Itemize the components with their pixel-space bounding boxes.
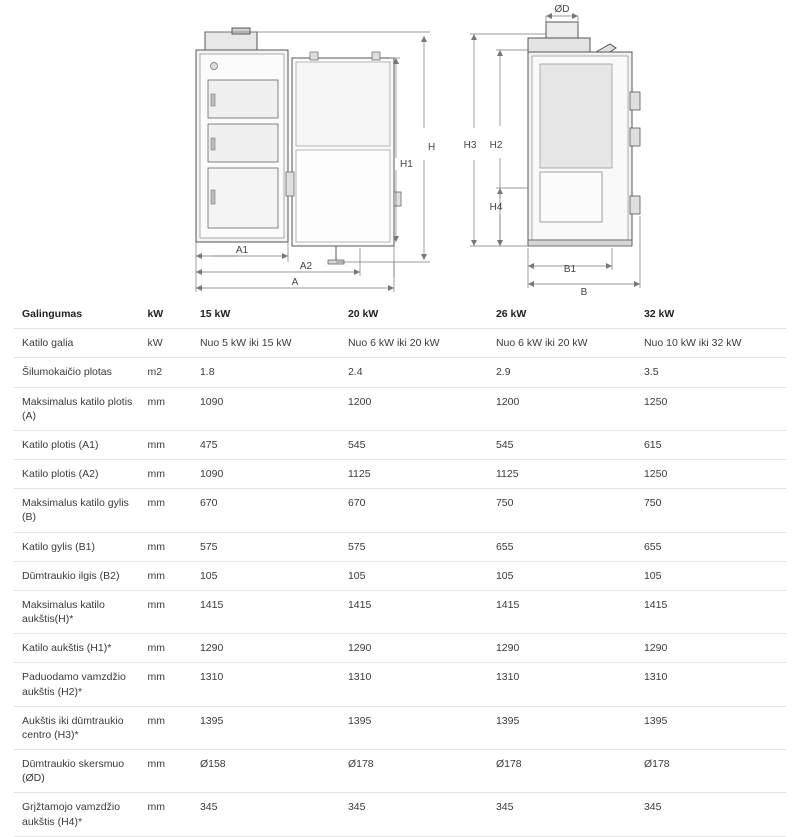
- row-value-32kw: 1415: [638, 590, 786, 633]
- row-value-26kw: 345: [490, 793, 638, 836]
- row-value-20kw: Nuo 6 kW iki 20 kW: [342, 329, 490, 358]
- row-value-15kw: Nuo 5 kW iki 15 kW: [194, 329, 342, 358]
- row-value-15kw: 1415: [194, 590, 342, 633]
- row-value-20kw: 1310: [342, 663, 490, 706]
- row-value-32kw: 345: [638, 793, 786, 836]
- header-cell-unit: kW: [141, 300, 194, 329]
- table-header-row: [14, 300, 786, 329]
- table-row: [14, 634, 786, 663]
- svg-text:H1: H1: [400, 159, 413, 170]
- row-value-26kw: 1395: [490, 706, 638, 749]
- table-row: [14, 532, 786, 561]
- row-label: Katilo galia: [14, 329, 141, 358]
- header-cell-20kw: 20 kW: [342, 300, 490, 329]
- row-value-32kw: 615: [638, 430, 786, 459]
- row-unit: mm: [141, 489, 194, 532]
- row-value-32kw: 3.5: [638, 358, 786, 387]
- row-value-26kw: 1125: [490, 460, 638, 489]
- row-unit: mm: [141, 460, 194, 489]
- row-value-32kw: Nuo 10 kW iki 32 kW: [638, 329, 786, 358]
- svg-text:B1: B1: [563, 264, 577, 275]
- row-value-26kw: 1290: [490, 634, 638, 663]
- row-value-15kw: 1090: [194, 387, 342, 430]
- row-value-15kw: 345: [194, 793, 342, 836]
- table-body: [14, 300, 786, 836]
- row-value-20kw: 105: [342, 561, 490, 590]
- row-value-32kw: 655: [638, 532, 786, 561]
- row-value-20kw: 345: [342, 793, 490, 836]
- row-label: Maksimalus katilo plotis (A): [14, 387, 141, 430]
- technical-drawing: [0, 0, 800, 300]
- row-value-32kw: 750: [638, 489, 786, 532]
- row-label: Katilo plotis (A2): [14, 460, 141, 489]
- row-unit: mm: [141, 590, 194, 633]
- row-value-32kw: 1250: [638, 460, 786, 489]
- row-value-26kw: Nuo 6 kW iki 20 kW: [490, 329, 638, 358]
- row-value-15kw: 1395: [194, 706, 342, 749]
- row-value-20kw: 1395: [342, 706, 490, 749]
- row-label: Katilo aukštis (H1)*: [14, 634, 141, 663]
- row-label: Dūmtraukio skersmuo (ØD): [14, 750, 141, 793]
- row-value-15kw: 1310: [194, 663, 342, 706]
- table-row: [14, 489, 786, 532]
- header-cell-32kw: 32 kW: [638, 300, 786, 329]
- row-value-26kw: 105: [490, 561, 638, 590]
- row-label: Dūmtraukio ilgis (B2): [14, 561, 141, 590]
- row-value-20kw: 575: [342, 532, 490, 561]
- row-unit: mm: [141, 750, 194, 793]
- row-unit: mm: [141, 561, 194, 590]
- svg-text:H: H: [428, 142, 436, 153]
- row-value-20kw: 1290: [342, 634, 490, 663]
- row-value-20kw: 1200: [342, 387, 490, 430]
- row-value-15kw: 475: [194, 430, 342, 459]
- table-row: [14, 387, 786, 430]
- header-cell-15kw: 15 kW: [194, 300, 342, 329]
- row-unit: mm: [141, 430, 194, 459]
- row-unit: mm: [141, 706, 194, 749]
- row-unit: kW: [141, 329, 194, 358]
- row-value-15kw: 575: [194, 532, 342, 561]
- row-label: Maksimalus katilo gylis (B): [14, 489, 141, 532]
- table-row: [14, 329, 786, 358]
- row-value-20kw: 545: [342, 430, 490, 459]
- header-cell-parameter: Galingumas: [14, 300, 141, 329]
- row-value-15kw: Ø158: [194, 750, 342, 793]
- row-unit: mm: [141, 387, 194, 430]
- svg-text:H2: H2: [489, 140, 503, 151]
- svg-text:H3: H3: [463, 140, 477, 151]
- row-value-15kw: 670: [194, 489, 342, 532]
- table-row: [14, 706, 786, 749]
- table-row: [14, 358, 786, 387]
- svg-text:A: A: [291, 277, 299, 288]
- row-value-15kw: 1.8: [194, 358, 342, 387]
- row-value-32kw: 1290: [638, 634, 786, 663]
- row-value-32kw: 1310: [638, 663, 786, 706]
- row-label: Grįžtamojo vamzdžio aukštis (H4)*: [14, 793, 141, 836]
- row-unit: m2: [141, 358, 194, 387]
- table-row: [14, 561, 786, 590]
- table-row: [14, 590, 786, 633]
- svg-text:A2: A2: [299, 261, 313, 272]
- table-row: [14, 750, 786, 793]
- row-value-26kw: 2.9: [490, 358, 638, 387]
- row-label: Maksimalus katilo aukštis(H)*: [14, 590, 141, 633]
- row-value-26kw: 750: [490, 489, 638, 532]
- row-value-26kw: 1310: [490, 663, 638, 706]
- row-unit: mm: [141, 793, 194, 836]
- row-value-26kw: Ø178: [490, 750, 638, 793]
- row-value-20kw: 670: [342, 489, 490, 532]
- table-row: [14, 430, 786, 459]
- row-value-20kw: 2.4: [342, 358, 490, 387]
- row-value-20kw: 1125: [342, 460, 490, 489]
- row-value-32kw: 1250: [638, 387, 786, 430]
- row-value-26kw: 1415: [490, 590, 638, 633]
- row-value-15kw: 1290: [194, 634, 342, 663]
- svg-text:ØD: ØD: [554, 4, 570, 15]
- specifications-table: [14, 300, 786, 837]
- row-value-32kw: 1395: [638, 706, 786, 749]
- row-label: Šilumokaičio plotas: [14, 358, 141, 387]
- row-value-26kw: 655: [490, 532, 638, 561]
- row-value-32kw: Ø178: [638, 750, 786, 793]
- row-label: Aukštis iki dūmtraukio centro (H3)*: [14, 706, 141, 749]
- row-value-32kw: 105: [638, 561, 786, 590]
- row-label: Katilo plotis (A1): [14, 430, 141, 459]
- header-cell-26kw: 26 kW: [490, 300, 638, 329]
- row-label: Katilo gylis (B1): [14, 532, 141, 561]
- svg-text:A1: A1: [235, 245, 249, 256]
- svg-text:B: B: [580, 287, 588, 298]
- table-row: [14, 460, 786, 489]
- row-unit: mm: [141, 663, 194, 706]
- row-unit: mm: [141, 532, 194, 561]
- table-row: [14, 663, 786, 706]
- svg-text:H4: H4: [489, 202, 503, 213]
- row-value-26kw: 545: [490, 430, 638, 459]
- row-value-20kw: Ø178: [342, 750, 490, 793]
- row-label: Paduodamo vamzdžio aukštis (H2)*: [14, 663, 141, 706]
- row-value-15kw: 105: [194, 561, 342, 590]
- table-row: [14, 793, 786, 836]
- row-value-15kw: 1090: [194, 460, 342, 489]
- row-unit: mm: [141, 634, 194, 663]
- row-value-20kw: 1415: [342, 590, 490, 633]
- row-value-26kw: 1200: [490, 387, 638, 430]
